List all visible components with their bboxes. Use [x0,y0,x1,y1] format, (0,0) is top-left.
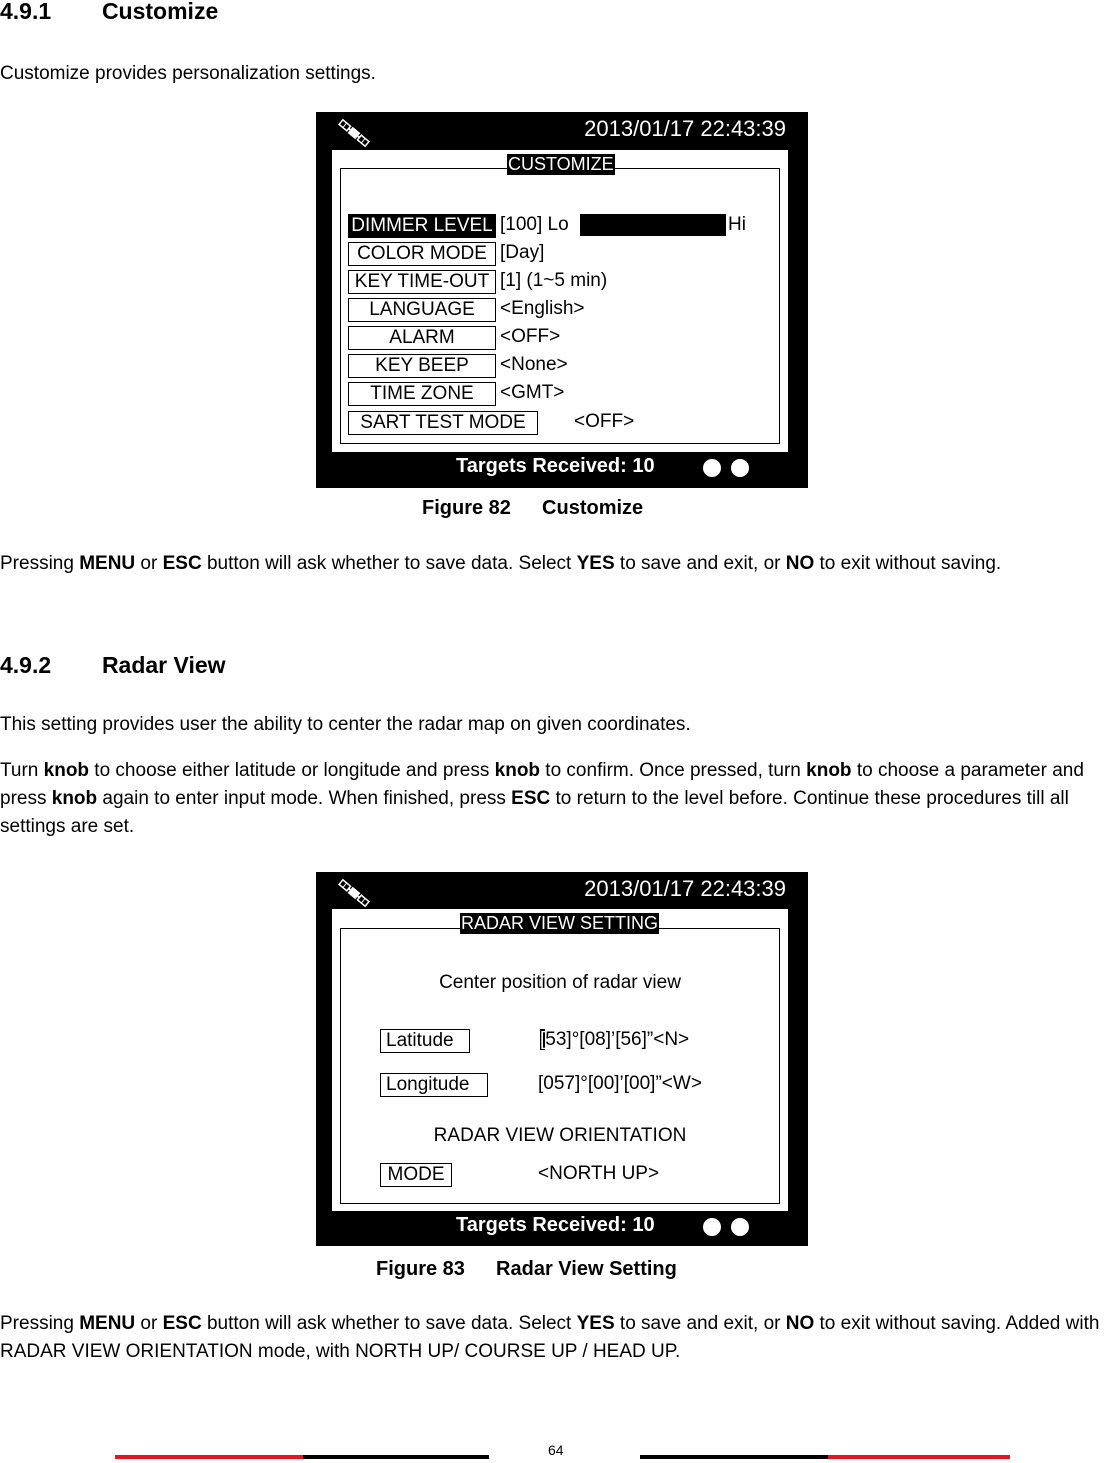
text: or [135,1313,163,1334]
timestamp: 2013/01/17 22:43:39 [584,116,786,141]
save-instructions-paragraph [0,1310,1118,1366]
language-value: <English> [500,298,585,319]
caption-number: Figure 83 [376,1258,465,1280]
text: Pressing [0,1313,80,1334]
no-keyword: NO [785,1313,815,1334]
customize-panel [332,150,788,452]
orientation-heading: RADAR VIEW ORIENTATION [433,1125,687,1146]
footer-rule-red-left [115,1455,303,1459]
customize-screen [316,112,808,488]
dimmer-level-value: [100] Lo [500,214,569,235]
color-mode-label[interactable]: COLOR MODE [348,242,496,266]
targets-received: Targets Received: 10 [456,1214,655,1236]
time-zone-label[interactable]: TIME ZONE [348,382,496,406]
text: Turn [0,760,44,781]
sart-test-mode-label[interactable]: SART TEST MODE [348,411,538,435]
text: to choose a parameter and press [0,760,1084,809]
text: to save and exit, or [614,1313,786,1334]
text: to save and exit, or [614,553,786,574]
menu-keyword: MENU [79,553,136,574]
section-number: 4.9.2 [0,652,52,678]
latitude-label[interactable]: Latitude [380,1029,470,1053]
radar-view-screen [316,872,808,1246]
mode-label[interactable]: MODE [380,1163,452,1187]
caption-number: Figure 82 [422,497,511,519]
dimmer-level-label[interactable]: DIMMER LEVEL [348,214,496,238]
mode-value[interactable]: <NORTH UP> [538,1163,660,1184]
status-dot-icon [731,459,749,477]
targets-received: Targets Received: 10 [456,455,655,477]
radar-view-panel [332,909,788,1211]
text: to confirm. Once pressed, turn [540,760,807,781]
center-position-heading: Center position of radar view [439,972,681,993]
latitude-text: 53]°[08]’[56]”<N> [545,1029,690,1050]
key-beep-label[interactable]: KEY BEEP [348,354,496,378]
esc-keyword: ESC [162,553,202,574]
text: button will ask whether to save data. Select [201,553,577,574]
section-intro: This setting provides user the ability to center the radar map on given coordinates. [0,714,691,735]
save-instructions-paragraph [0,550,1118,578]
status-dot-icon [731,1218,749,1236]
knob-keyword: knob [494,760,541,781]
dimmer-level-bar[interactable] [580,214,726,236]
time-zone-value: <GMT> [500,382,565,403]
text: button will ask whether to save data. Select [201,1313,577,1334]
caption-text: Customize [542,497,644,519]
alarm-label[interactable]: ALARM [348,326,496,350]
yes-keyword: YES [576,553,615,574]
text: to exit without saving. [814,553,1002,574]
satellite-icon [336,877,372,909]
no-keyword: NO [785,553,815,574]
text: again to enter input mode. When finished, press [97,788,512,809]
section-title: Customize [101,0,219,24]
text: Pressing [0,553,80,574]
panel-title: RADAR VIEW SETTING [461,913,659,933]
section-heading-4-9-2 [0,652,226,679]
key-timeout-value: [1] (1~5 min) [500,270,608,291]
text: or [135,553,163,574]
text: to choose either latitude or longitude and press [89,760,495,781]
footer-rule-black-left [303,1455,489,1459]
figure-83-caption [376,1258,677,1281]
caption-text: Radar View Setting [496,1258,677,1280]
radar-view-instructions [0,757,1120,841]
footer-rule-black-right [640,1455,828,1459]
knob-keyword: knob [806,760,852,781]
section-intro: Customize provides personalization settings. [0,63,376,84]
color-mode-value: [Day] [500,242,545,263]
alarm-value: <OFF> [500,326,561,347]
yes-keyword: YES [576,1313,615,1334]
section-title: Radar View [101,652,226,678]
knob-keyword: knob [43,760,90,781]
text: to return to the level before. Continue these procedures till all settings are set. [0,788,1069,837]
satellite-icon [336,117,372,149]
section-heading-4-9-1 [0,0,218,25]
timestamp: 2013/01/17 22:43:39 [584,876,786,901]
panel-title: CUSTOMIZE [508,154,614,174]
key-beep-value: <None> [500,354,568,375]
esc-keyword: ESC [162,1313,202,1334]
status-dot-icon [703,1218,721,1236]
longitude-value[interactable]: [057]°[00]’[00]”<W> [538,1073,702,1094]
text: to exit without saving. Added with RADAR VIEW ORIENTATION mode, with NORTH UP/ COURSE UP / HEAD UP. [0,1313,1100,1362]
sart-test-mode-value: <OFF> [574,411,635,432]
latitude-value[interactable] [540,1029,689,1051]
section-number: 4.9.1 [0,0,52,24]
dimmer-level-fill [580,214,726,236]
menu-keyword: MENU [79,1313,136,1334]
esc-keyword: ESC [511,788,551,809]
key-timeout-label[interactable]: KEY TIME-OUT [348,270,496,294]
page-number: 64 [548,1442,564,1458]
footer-rule-red-right [828,1455,1010,1459]
knob-keyword: knob [51,788,98,809]
longitude-label[interactable]: Longitude [380,1073,488,1097]
input-cursor: [ [540,1029,546,1050]
dimmer-hi-label: Hi [728,214,746,235]
language-label[interactable]: LANGUAGE [348,298,496,322]
status-dot-icon [703,459,721,477]
figure-82-caption [422,497,643,520]
